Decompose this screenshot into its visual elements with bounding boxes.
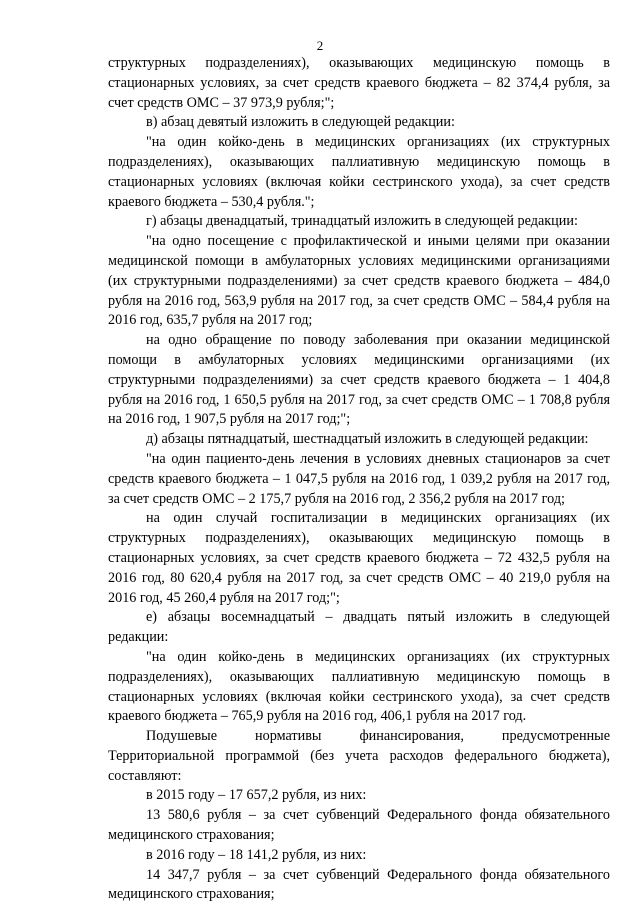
paragraph-quote-palliative: "на один койко-день в медицинских организациях (их структурных подразделениях), оказывающих паллиативную медицинскую помощь в стационарных условиях (включая койки сестринского ухода), за счет средств краевого бюджета – 765,9 рубля на 2016 год, 406,1 рубля на 2017 год.	[108, 648, 610, 725]
paragraph-item-e: е) абзацы восемнадцатый – двадцать пятый изложить в следующей редакции:	[108, 609, 610, 646]
paragraph-item-g: г) абзацы двенадцатый, тринадцатый изложить в следующей редакции:	[146, 213, 578, 230]
document-body	[108, 54, 610, 905]
paragraph-per-capita: Подушевые нормативы финансирования, предусмотренные Территориальной программой (без учета расходов федерального бюджета), составляют:	[108, 728, 610, 784]
paragraph-item-v: в) абзац девятый изложить в следующей редакции:	[146, 114, 455, 131]
paragraph-2015-subvention: 13 580,6 рубля – за счет субвенций Федерального фонда обязательного медицинского страхования;	[108, 807, 610, 844]
paragraph-quote-bed-day: "на один койко-день в медицинских организациях (их структурных подразделениях), оказывающих паллиативную медицинскую помощь в стационарных условиях (включая койки сестринского ухода), за счет средств краевого бюджета – 530,4 рубля.";	[108, 134, 610, 210]
paragraph-continuation: структурных подразделениях), оказывающих медицинскую помощь в стационарных условиях, за счет средств краевого бюджета – 82 374,4 рубля, за счет средств ОМС – 37 973,9 рубля;";	[108, 55, 610, 111]
paragraph-item-d: д) абзацы пятнадцатый, шестнадцатый изложить в следующей редакции:	[146, 431, 589, 448]
paragraph-appeal: на одно обращение по поводу заболевания при оказании медицинской помощи в амбулаторных условиях медицинскими организациями (их структурными подразделениями) за счет средств краевого бюджета – 1 404,8 рубля на 2016 год, 1 650,5 рубля на 2017 год, за счет средств ОМС – 1 708,8 рубля на 2016 год, 1 907,5 рубля на 2017 год;";	[108, 332, 610, 428]
page-number: 2	[316, 38, 324, 53]
paragraph-2016-subvention: 14 347,7 рубля – за счет субвенций Федерального фонда обязательного медицинского страхования;	[108, 866, 610, 903]
paragraph-quote-day-hospital: "на один пациенто-день лечения в условиях дневных стационаров за счет средств краевого бюджета – 1 047,5 рубля на 2016 год, 1 039,2 рубля на 2017 год, за счет средств ОМС – 2 175,7 рубля на 2016 год, 2 356,2 рубля на 2017 год;	[108, 450, 610, 507]
paragraph-2015: в 2015 году – 17 657,2 рубля, из них:	[146, 787, 367, 804]
paragraph-2016: в 2016 году – 18 141,2 рубля, из них:	[146, 846, 367, 863]
paragraph-quote-visit: "на одно посещение с профилактической и иными целями при оказании медицинской помощи в амбулаторных условиях медицинскими организациями (их структурными подразделениями) за счет средств краевого бюджета – 484,0 рубля на 2016 год, 563,9 рубля на 2017 год, за счет средств ОМС – 584,4 рубля на 2016 год, 635,7 рубля на 2017 год;	[108, 233, 610, 329]
paragraph-hospitalization: на один случай госпитализации в медицинских организациях (их структурных подразделениях), оказывающих медицинскую помощь в стационарных условиях, за счет средств краевого бюджета – 72 432,5 рубля на 2016 год, 80 620,4 рубля на 2017 год, за счет средств ОМС – 40 219,0 рубля на 2016 год, 45 260,4 рубля на 2017 год;";	[108, 510, 610, 606]
